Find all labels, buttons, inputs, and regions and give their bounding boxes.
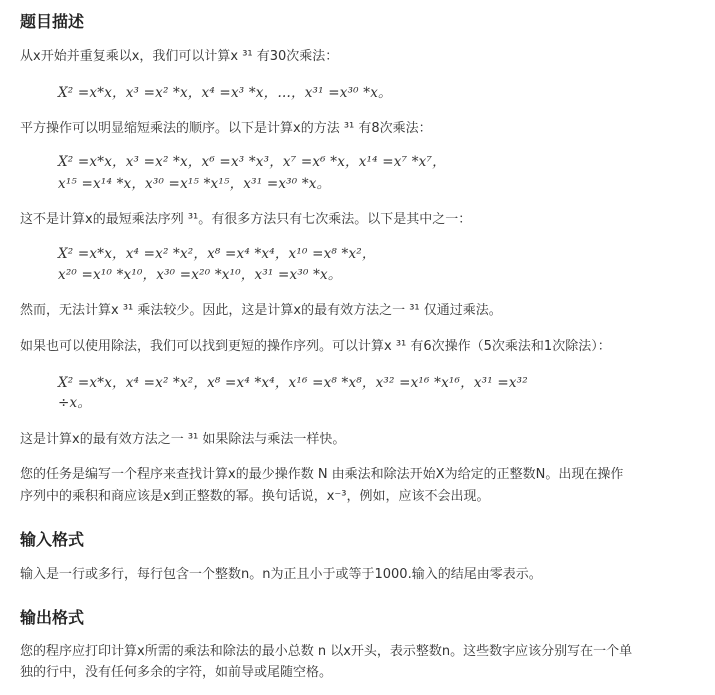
output-paragraph-b: 独的行中，没有任何多余的字符，如前导或尾随空格。 <box>20 665 333 680</box>
input-paragraph: 输入是一行或多行，每行包含一个整数n。n为正且小于或等于1000.输入的结尾由零表示。 <box>20 567 542 582</box>
equation-line-3a: X² =x*x，x⁴ =x² *x²，x⁸ =x⁴ *x⁴，x¹⁰ =x⁸ *x²， <box>58 246 376 262</box>
description-paragraph-3: 这不是计算x的最短乘法序列 ³¹。有很多方法只有七次乘法。以下是其中之一： <box>20 212 472 227</box>
description-paragraph-4: 然而，无法计算x ³¹ 乘法较少。因此，这是计算x的最有效方法之一 ³¹ 仅通过乘法。 <box>20 303 502 318</box>
description-paragraph-2: 平方操作可以明显缩短乘法的顺序。以下是计算x的方法 ³¹ 有8次乘法： <box>20 121 432 136</box>
description-heading: 题目描述 <box>20 12 85 31</box>
equation-line-2a: X² =x*x，x³ =x² *x，x⁶ =x³ *x³，x⁷ =x⁶ *x，x¹⁴ =x⁷ *x⁷， <box>58 154 446 170</box>
input-heading: 输入格式 <box>20 530 85 549</box>
description-paragraph-6: 这是计算x的最有效方法之一 ³¹ 如果除法与乘法一样快。 <box>20 432 346 447</box>
output-paragraph-a: 您的程序应打印计算x所需的乘法和除法的最小总数 n 以x开头，表示整数n。这些数字应该分别写在一个单 <box>20 644 633 659</box>
description-paragraph-7a: 您的任务是编写一个程序来查找计算x的最少操作数 N 由乘法和除法开始X为给定的正整数N。出现在操作 <box>20 467 624 482</box>
description-paragraph-5: 如果也可以使用除法，我们可以找到更短的操作序列。可以计算x ³¹ 有6次操作（5次乘法和1次除法）： <box>20 339 611 354</box>
equation-line-2b: x¹⁵ =x¹⁴ *x，x³⁰ =x¹⁵ *x¹⁵，x³¹ =x³⁰ *x。 <box>58 176 331 192</box>
description-paragraph-7b: 序列中的乘积和商应该是x到正整数的幂。换句话说，x⁻³，例如，应该不会出现。 <box>20 489 490 504</box>
equation-line-3b: x²⁰ =x¹⁰ *x¹⁰，x³⁰ =x²⁰ *x¹⁰，x³¹ =x³⁰ *x。 <box>58 267 342 283</box>
description-paragraph-1: 从x开始并重复乘以x，我们可以计算x ³¹ 有30次乘法： <box>20 49 339 64</box>
equation-line-5b: ÷x。 <box>58 395 92 411</box>
output-heading: 输出格式 <box>20 608 85 627</box>
equation-line-5a: X² =x*x，x⁴ =x² *x²，x⁸ =x⁴ *x⁴，x¹⁶ =x⁸ *x⁸，x³² =x¹⁶ *x¹⁶，x³¹ =x³² <box>58 375 528 391</box>
equation-line-1: X² =x*x，x³ =x² *x，x⁴ =x³ *x，…，x³¹ =x³⁰ *x。 <box>58 85 392 101</box>
